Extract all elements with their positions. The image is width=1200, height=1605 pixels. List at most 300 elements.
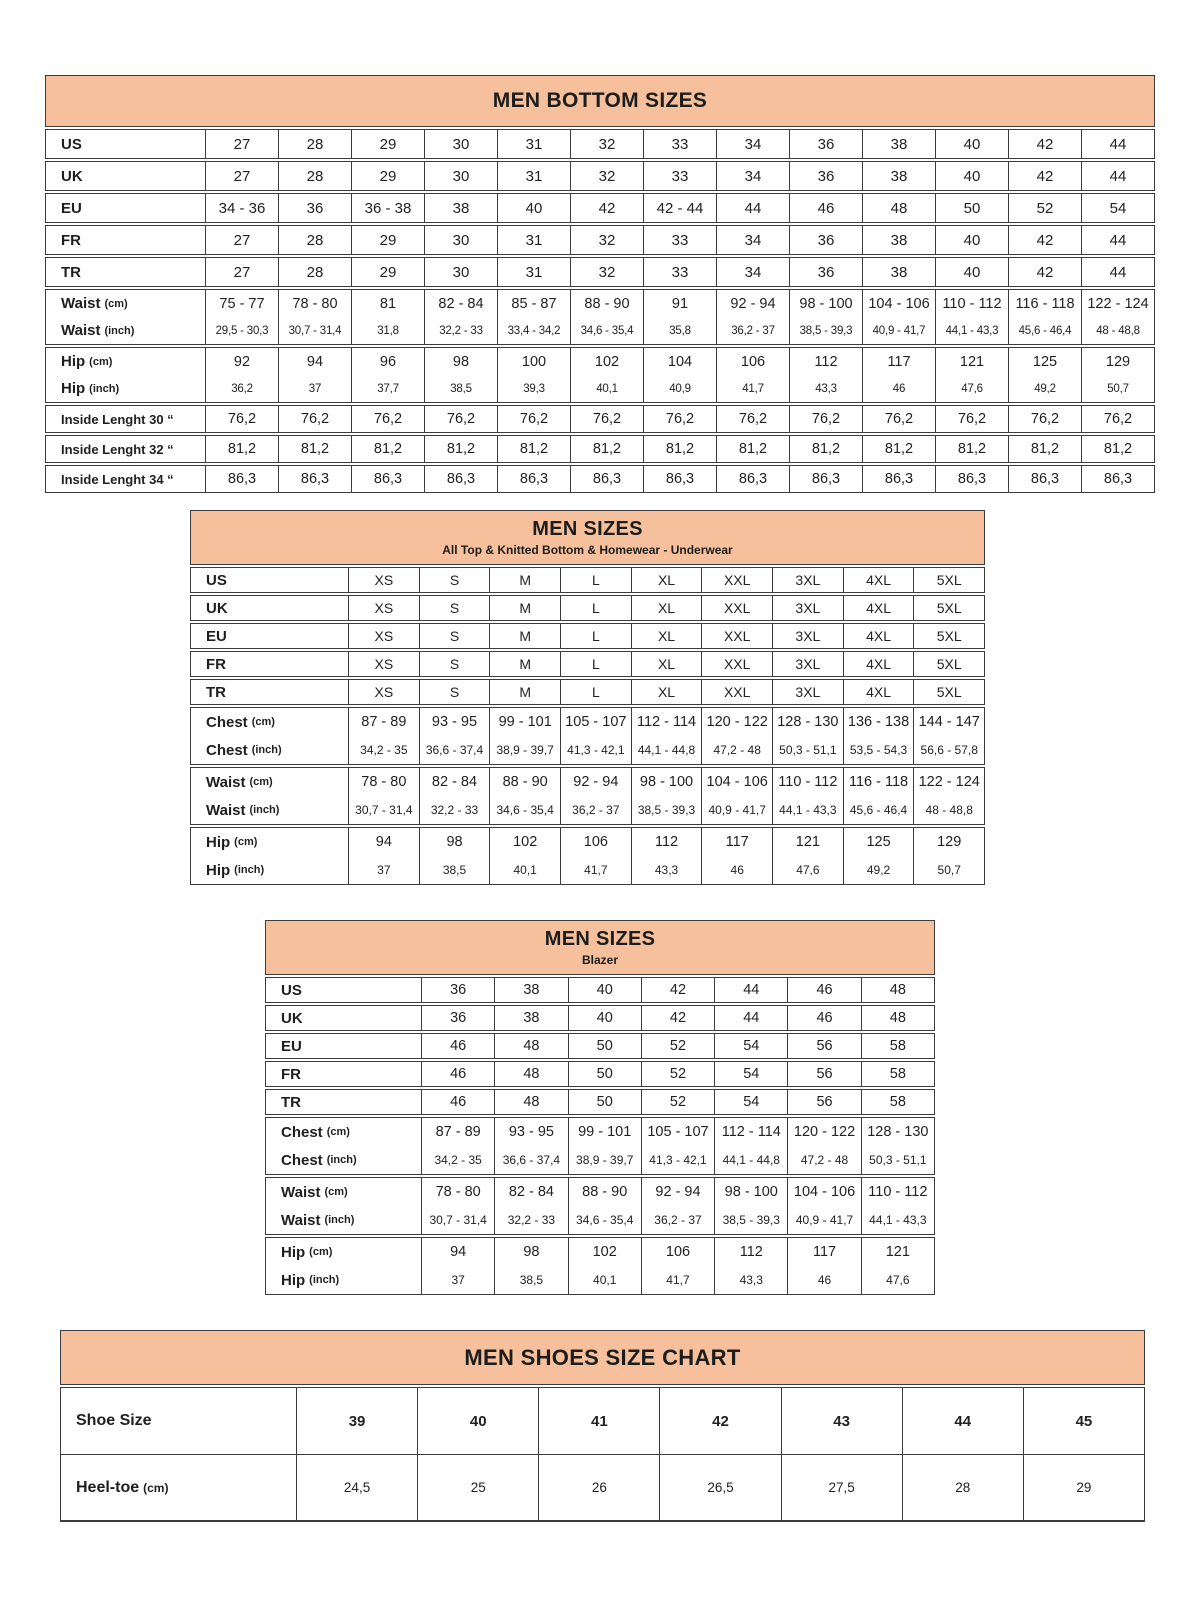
row-label [191,596,348,620]
value-cell: 38,9 - 39,7 [568,1146,641,1174]
value-cell: 81,2 [351,436,424,462]
value-cell: L [560,596,631,620]
value-cell: 36,2 [205,375,278,402]
value-cell: 40,9 - 41,7 [862,317,935,344]
value-cell: 92 - 94 [560,768,631,796]
value-cell: 112 [714,1238,787,1266]
value-cell: 105 - 107 [560,708,631,736]
value-cell: 110 - 112 [935,290,1008,317]
value-cell: 45 [1023,1388,1144,1454]
value-cell: 3XL [772,596,843,620]
row-label-text: FR [281,1065,301,1083]
value-cell: 43,3 [714,1266,787,1294]
value-cell: 42 [1008,130,1081,158]
row-label [191,624,348,648]
value-cell: 46 [421,1062,494,1086]
row-label-text: Waist [61,322,101,339]
row-group [265,1237,935,1295]
value-cell: 43 [781,1388,902,1454]
row-label [266,1178,421,1206]
value-cell: 81,2 [1081,436,1154,462]
value-cell: 56 [787,1034,860,1058]
value-cell: 27 [205,162,278,190]
value-cell: 102 [568,1238,641,1266]
table-title: MEN SIZES [544,928,656,950]
table-row-tr [266,1090,934,1114]
value-cell: 40 [935,130,1008,158]
value-cell: 106 [716,348,789,375]
row-label [266,1206,421,1234]
value-cell: 53,5 - 54,3 [843,736,914,764]
row-label-unit: (inch) [324,1214,355,1226]
value-cell: 41,7 [560,856,631,884]
value-cell: 32 [570,226,643,254]
table-row-tr [46,258,1154,286]
table-title-band [45,75,1155,127]
value-cell: 92 - 94 [641,1178,714,1206]
row-label-unit: (cm) [309,1246,333,1258]
value-cell: 76,2 [424,406,497,432]
row-label-unit: (cm) [326,1126,350,1138]
value-cell: 50,3 - 51,1 [861,1146,934,1174]
value-cell: 40,9 [643,375,716,402]
value-cell: 104 - 106 [862,290,935,317]
value-cell: 32,2 - 33 [419,796,490,824]
row-group [45,161,1155,191]
value-cell: 5XL [913,652,984,676]
value-cell: 4XL [843,652,914,676]
row-label [46,375,205,402]
value-cell: 36,2 - 37 [716,317,789,344]
value-cell: 47,2 - 48 [787,1146,860,1174]
row-group [45,405,1155,433]
value-cell: 32,2 - 33 [424,317,497,344]
value-cell: 42 [1008,162,1081,190]
value-cell: 88 - 90 [568,1178,641,1206]
value-cell: 41,3 - 42,1 [560,736,631,764]
table-row-eu [266,1034,934,1058]
value-cell: 48 - 48,8 [1081,317,1154,344]
value-cell: 33 [643,226,716,254]
value-cell: 38,5 - 39,3 [789,317,862,344]
table-row-uk [46,162,1154,190]
value-cell: 40 [568,978,641,1002]
value-cell: 30,7 - 31,4 [421,1206,494,1234]
value-cell: 34 - 36 [205,194,278,222]
row-label [266,1266,421,1294]
value-cell: 47,6 [935,375,1008,402]
table-row-hip-inch [266,1266,934,1294]
value-cell: S [419,596,490,620]
value-cell: 86,3 [643,466,716,492]
value-cell: 30 [424,226,497,254]
value-cell: S [419,652,490,676]
value-cell: 44,1 - 44,8 [631,736,702,764]
row-label [46,348,205,375]
row-label-text: US [281,981,302,999]
value-cell: 3XL [772,680,843,704]
row-label-unit: (cm) [324,1186,348,1198]
row-label [266,1238,421,1266]
row-label-text: EU [206,627,227,645]
value-cell: XL [631,652,702,676]
row-group [190,679,985,705]
value-cell: 4XL [843,596,914,620]
value-cell: 50 [568,1062,641,1086]
row-label [191,652,348,676]
value-cell: S [419,624,490,648]
value-cell: 102 [489,828,560,856]
value-cell: 32 [570,162,643,190]
value-cell: 45,6 - 46,4 [1008,317,1081,344]
table-row-hip-cm [191,828,984,856]
table-row-waist-inch [191,796,984,824]
value-cell: 34 [716,226,789,254]
value-cell: XS [348,652,419,676]
table-row-us [266,978,934,1002]
value-cell: 81,2 [424,436,497,462]
value-cell: 26 [538,1455,659,1520]
row-group [265,1005,935,1031]
value-cell: 105 - 107 [641,1118,714,1146]
value-cell: 86,3 [570,466,643,492]
row-label-text: Inside Lenght 34 “ [61,471,174,487]
row-label-text: UK [206,599,228,617]
row-label [46,406,205,432]
value-cell: XL [631,596,702,620]
value-cell: 32 [570,258,643,286]
value-cell: 37 [421,1266,494,1294]
value-cell: 93 - 95 [419,708,490,736]
value-cell: XS [348,680,419,704]
table-row-chest-cm [191,708,984,736]
row-label-text: Hip [281,1243,306,1261]
value-cell: 86,3 [935,466,1008,492]
row-label-unit: (cm) [249,776,273,788]
table-row-hip-inch [191,856,984,884]
value-cell: 28 [278,130,351,158]
table-row-waist-inch [46,317,1154,344]
row-group [190,623,985,649]
table-row-eu [191,624,984,648]
value-cell: XS [348,568,419,592]
value-cell: 50,7 [1081,375,1154,402]
value-cell: 98 - 100 [789,290,862,317]
value-cell: XS [348,624,419,648]
value-cell: 45,6 - 46,4 [843,796,914,824]
value-cell: 116 - 118 [843,768,914,796]
row-label [61,1455,296,1520]
value-cell: 38,5 [424,375,497,402]
value-cell: 44 [1081,226,1154,254]
row-label-text: Hip [206,833,231,851]
value-cell: 48 [494,1062,567,1086]
value-cell: 81,2 [716,436,789,462]
value-cell: 36 - 38 [351,194,424,222]
value-cell: 98 [419,828,490,856]
row-label-text: EU [61,199,82,217]
value-cell: 29 [351,162,424,190]
value-cell: 43,3 [789,375,862,402]
table-row-fr [191,652,984,676]
value-cell: 117 [701,828,772,856]
value-cell: 31 [497,162,570,190]
value-cell: 81,2 [278,436,351,462]
value-cell: 38 [862,162,935,190]
value-cell: 38 [424,194,497,222]
row-label-text: Heel-toe [76,1478,140,1496]
row-label-unit: (inch) [326,1154,357,1166]
value-cell: 48 [861,978,934,1002]
value-cell: 34,6 - 35,4 [568,1206,641,1234]
row-label [266,1034,421,1058]
value-cell: 35,8 [643,317,716,344]
row-label [191,568,348,592]
value-cell: 46 [787,1006,860,1030]
value-cell: 50 [568,1090,641,1114]
value-cell: 92 - 94 [716,290,789,317]
value-cell: 5XL [913,680,984,704]
value-cell: XXL [701,624,772,648]
value-cell: 44 [902,1388,1023,1454]
value-cell: 129 [1081,348,1154,375]
value-cell: 31 [497,258,570,286]
row-group [190,827,985,885]
value-cell: 87 - 89 [348,708,419,736]
table-body [265,977,935,1295]
value-cell: 81,2 [935,436,1008,462]
value-cell: 5XL [913,596,984,620]
value-cell: 39 [296,1388,417,1454]
row-label-unit: (inch) [89,382,120,395]
value-cell: 42 [641,978,714,1002]
value-cell: 50 [568,1034,641,1058]
table-title-band [190,510,985,565]
row-group [190,567,985,593]
value-cell: 36 [789,162,862,190]
value-cell: 56,6 - 57,8 [913,736,984,764]
row-label [191,828,348,856]
value-cell: 37 [278,375,351,402]
row-label [191,736,348,764]
table-body [45,129,1155,493]
value-cell: 5XL [913,568,984,592]
row-label-text: EU [281,1037,302,1055]
table-title: MEN SIZES [532,518,643,540]
value-cell: 81,2 [205,436,278,462]
row-group [265,1089,935,1115]
value-cell: 76,2 [789,406,862,432]
row-label-text: Inside Lenght 32 “ [61,441,174,457]
table-row-heel-toe-cm [61,1454,1144,1520]
row-label [266,1118,421,1146]
value-cell: 34,6 - 35,4 [570,317,643,344]
value-cell: 120 - 122 [701,708,772,736]
row-label [266,1006,421,1030]
value-cell: 39,3 [497,375,570,402]
value-cell: 38,5 [494,1266,567,1294]
value-cell: 30,7 - 31,4 [348,796,419,824]
value-cell: 36 [789,130,862,158]
value-cell: 46 [787,1266,860,1294]
value-cell: 93 - 95 [494,1118,567,1146]
value-cell: 27 [205,226,278,254]
value-cell: 98 [494,1238,567,1266]
row-label-unit: (inch) [249,804,280,816]
value-cell: 78 - 80 [348,768,419,796]
value-cell: 36 [789,258,862,286]
value-cell: 110 - 112 [861,1178,934,1206]
value-cell: 86,3 [351,466,424,492]
value-cell: 76,2 [278,406,351,432]
value-cell: 78 - 80 [278,290,351,317]
table-row-inside-lenght-34 [46,466,1154,492]
value-cell: 110 - 112 [772,768,843,796]
row-label [191,856,348,884]
row-group [45,257,1155,287]
value-cell: 36 [789,226,862,254]
table-row-waist-cm [266,1178,934,1206]
value-cell: 117 [787,1238,860,1266]
value-cell: 38 [494,1006,567,1030]
value-cell: 122 - 124 [1081,290,1154,317]
value-cell: 58 [861,1034,934,1058]
value-cell: 46 [862,375,935,402]
value-cell: 40,9 - 41,7 [787,1206,860,1234]
value-cell: 50,3 - 51,1 [772,736,843,764]
table-row-chest-inch [191,736,984,764]
value-cell: 86,3 [716,466,789,492]
value-cell: 58 [861,1090,934,1114]
row-group [265,1117,935,1175]
value-cell: 42 [659,1388,780,1454]
value-cell: 76,2 [570,406,643,432]
value-cell: 48 - 48,8 [913,796,984,824]
value-cell: XL [631,568,702,592]
value-cell: 44,1 - 43,3 [861,1206,934,1234]
value-cell: 4XL [843,568,914,592]
value-cell: 44 [714,978,787,1002]
value-cell: 41,7 [716,375,789,402]
value-cell: 82 - 84 [419,768,490,796]
value-cell: 128 - 130 [772,708,843,736]
value-cell: 48 [862,194,935,222]
value-cell: 46 [701,856,772,884]
row-label-text: Inside Lenght 30 “ [61,411,174,427]
value-cell: 44 [716,194,789,222]
row-label [266,1062,421,1086]
table-row-waist-cm [46,290,1154,317]
value-cell: 38 [862,258,935,286]
value-cell: 112 [789,348,862,375]
table-title-band [60,1330,1145,1385]
table-row-inside-lenght-32 [46,436,1154,462]
row-label-text: Shoe Size [76,1412,152,1429]
row-label-unit: (inch) [251,744,282,756]
value-cell: XS [348,596,419,620]
value-cell: 40,9 - 41,7 [701,796,772,824]
value-cell: 47,6 [861,1266,934,1294]
value-cell: 88 - 90 [570,290,643,317]
row-label [191,796,348,824]
value-cell: 104 - 106 [787,1178,860,1206]
table-title: MEN BOTTOM SIZES [492,89,708,112]
value-cell: 112 - 114 [631,708,702,736]
table-men-sizes-top [190,510,985,885]
value-cell: 54 [714,1062,787,1086]
value-cell: 34 [716,130,789,158]
value-cell: 76,2 [1081,406,1154,432]
value-cell: 33 [643,258,716,286]
value-cell: 28 [902,1455,1023,1520]
value-cell: 29 [351,130,424,158]
value-cell: 36,6 - 37,4 [494,1146,567,1174]
row-label-unit: (inch) [104,324,135,337]
value-cell: 88 - 90 [489,768,560,796]
row-label-text: Chest [206,713,248,731]
value-cell: 42 [570,194,643,222]
value-cell: 34,2 - 35 [348,736,419,764]
table-row-chest-inch [266,1146,934,1174]
value-cell: 36,2 - 37 [560,796,631,824]
value-cell: 44,1 - 44,8 [714,1146,787,1174]
value-cell: 27 [205,130,278,158]
value-cell: 48 [861,1006,934,1030]
table-row-tr [191,680,984,704]
value-cell: 128 - 130 [861,1118,934,1146]
value-cell: 37,7 [351,375,424,402]
row-group [45,465,1155,493]
value-cell: 41,7 [641,1266,714,1294]
value-cell: 44 [1081,258,1154,286]
value-cell: 112 - 114 [714,1118,787,1146]
value-cell: 117 [862,348,935,375]
row-label-text: Waist [206,801,246,819]
value-cell: 44 [1081,130,1154,158]
value-cell: L [560,568,631,592]
value-cell: S [419,568,490,592]
value-cell: 42 [641,1006,714,1030]
value-cell: 81,2 [862,436,935,462]
value-cell: 82 - 84 [494,1178,567,1206]
value-cell: 41,3 - 42,1 [641,1146,714,1174]
value-cell: 136 - 138 [843,708,914,736]
row-label-text: FR [206,655,226,673]
value-cell: 36,2 - 37 [641,1206,714,1234]
row-label-text: Hip [61,353,86,370]
value-cell: 120 - 122 [787,1118,860,1146]
value-cell: 33 [643,162,716,190]
value-cell: 40 [568,1006,641,1030]
value-cell: 36 [278,194,351,222]
value-cell: XXL [701,652,772,676]
value-cell: 40 [935,258,1008,286]
value-cell: 76,2 [643,406,716,432]
value-cell: 25 [417,1455,538,1520]
row-label-unit: (inch) [309,1274,340,1286]
row-label [46,162,205,190]
value-cell: 29 [351,226,424,254]
value-cell: 30 [424,258,497,286]
row-label [46,194,205,222]
value-cell: L [560,624,631,648]
value-cell: 86,3 [1081,466,1154,492]
table-subtitle: Blazer [581,953,619,967]
value-cell: 27 [205,258,278,286]
value-cell: 52 [1008,194,1081,222]
row-label-text: FR [61,231,81,249]
row-label-text: TR [281,1093,301,1111]
